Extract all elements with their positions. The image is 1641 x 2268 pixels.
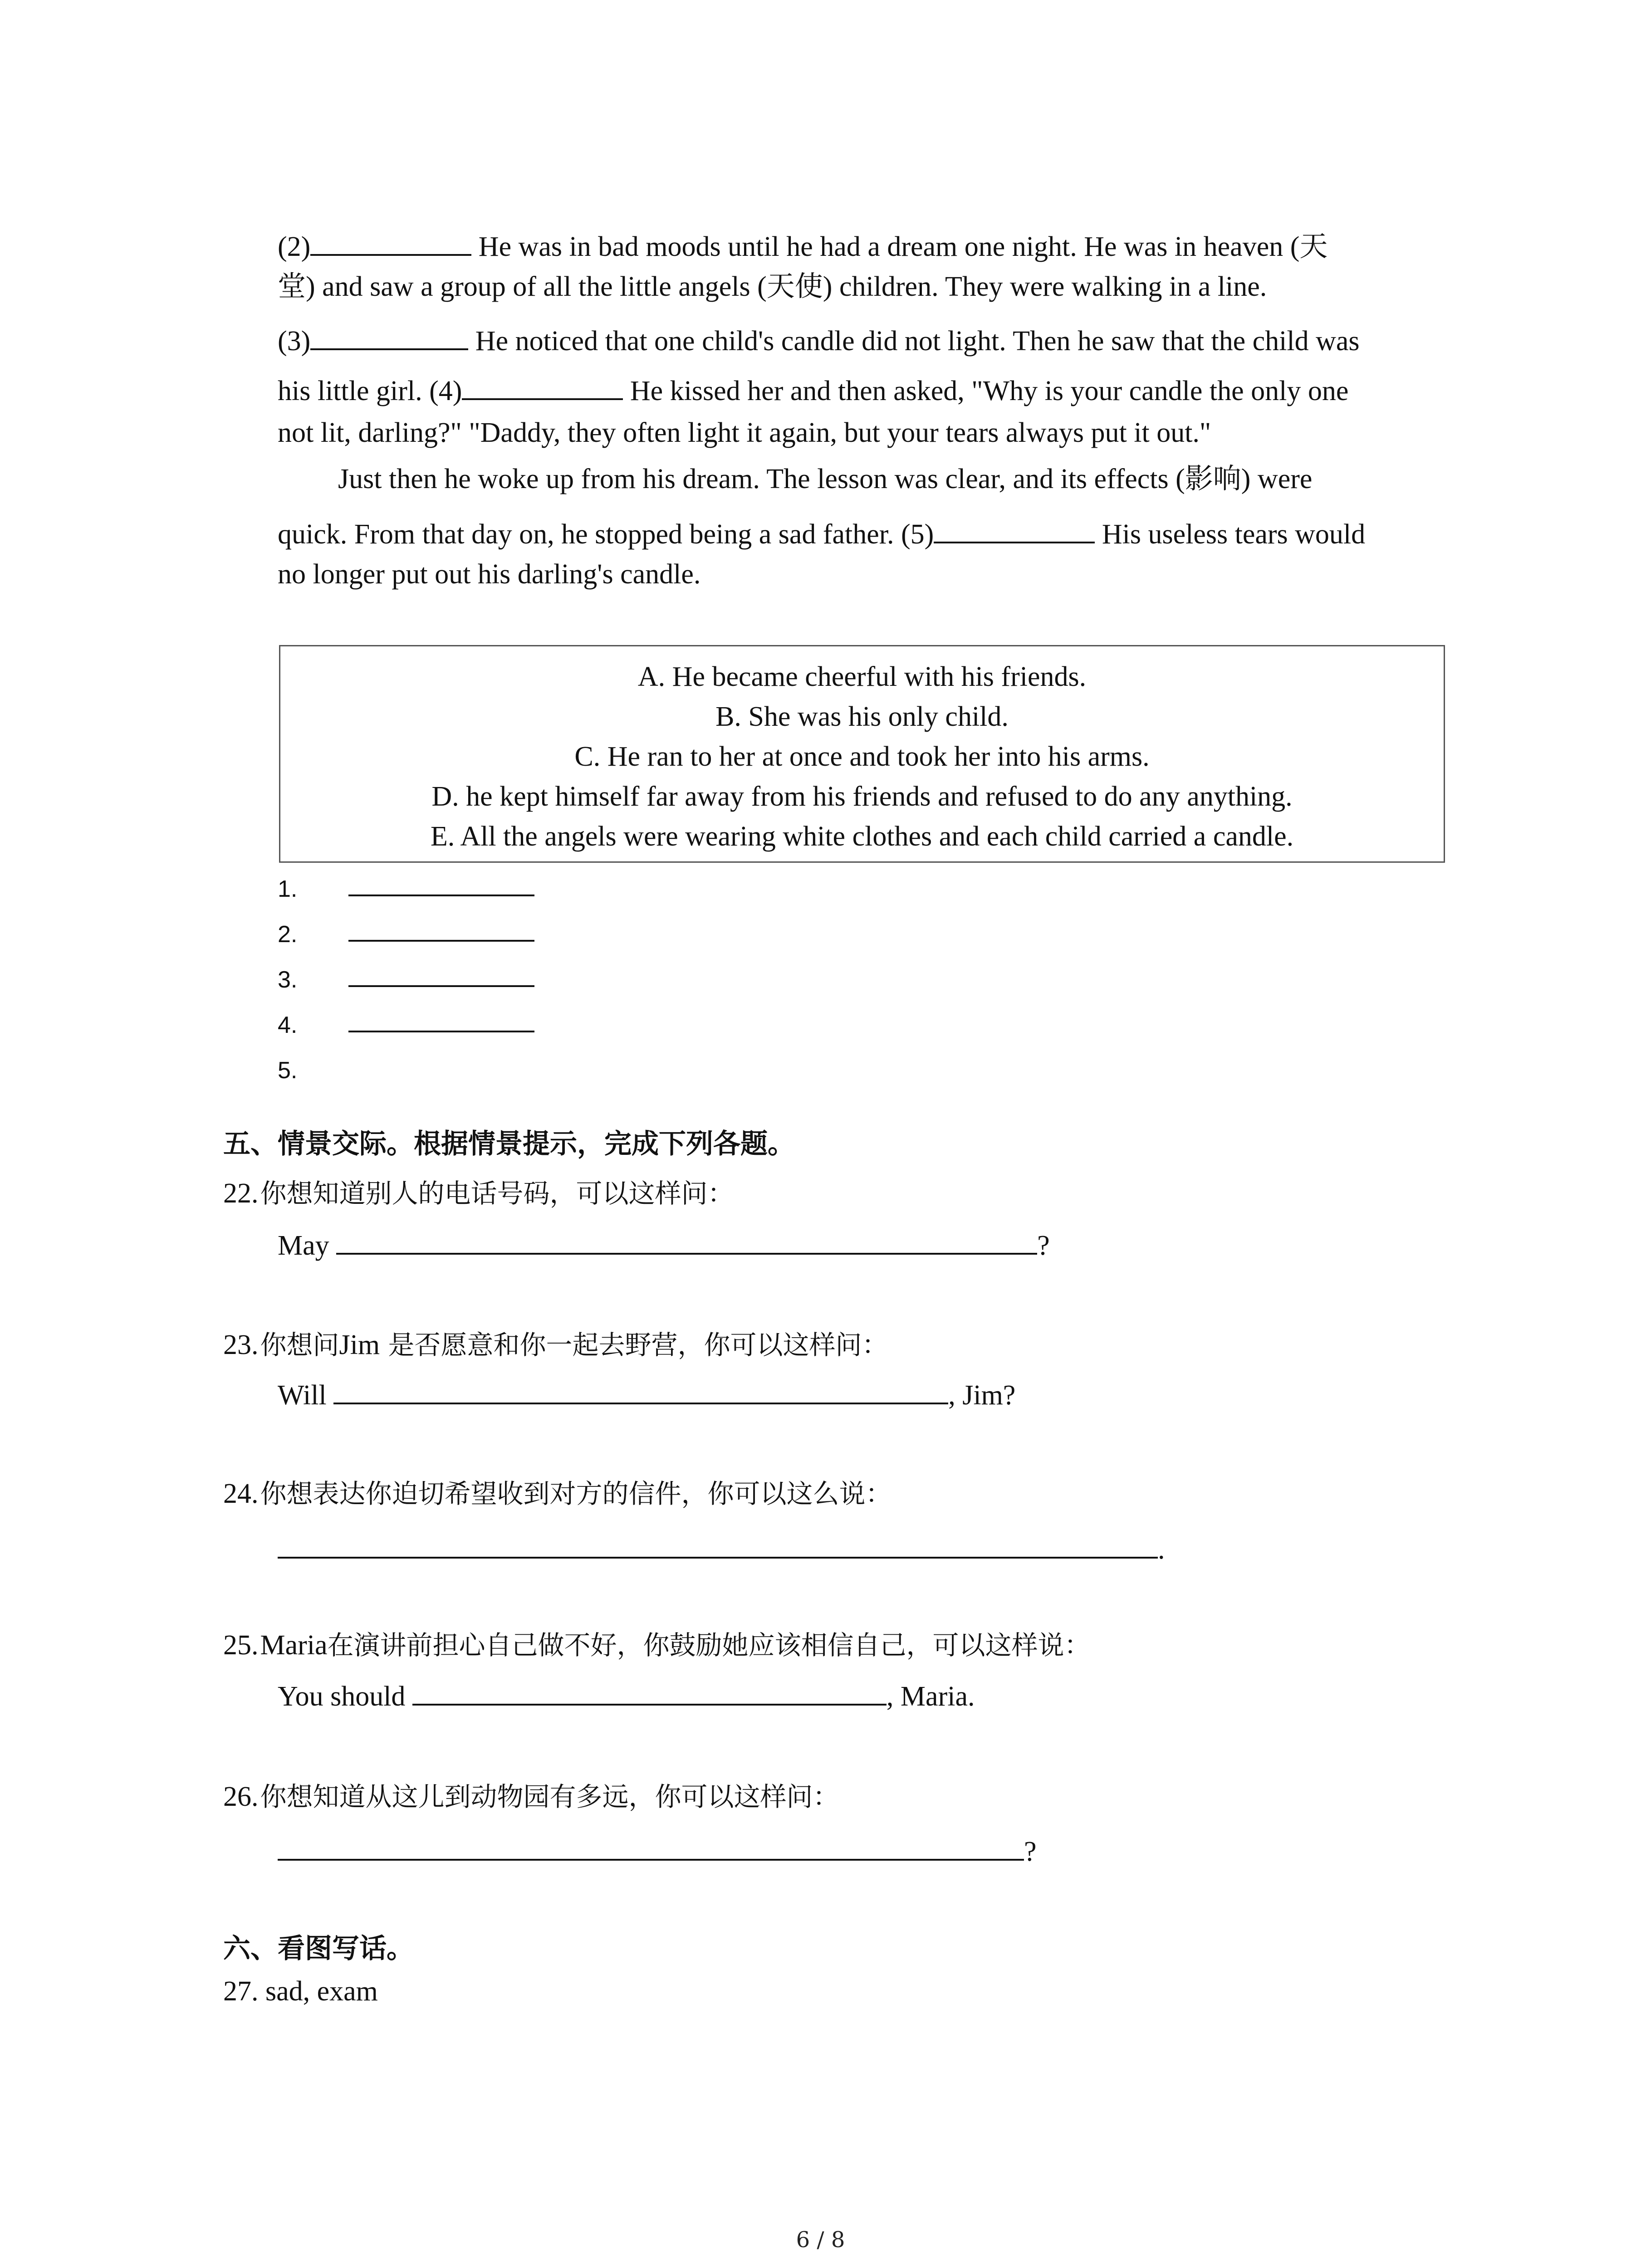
blank-number: (2) [278, 231, 311, 262]
answer-blank[interactable] [336, 1225, 1037, 1255]
question-23-prompt [223, 1324, 888, 1362]
question-prompt: 你想知道别人的电话号码，可以这样问： [260, 1178, 734, 1209]
passage-line [278, 513, 1365, 550]
passage-text: quick. From that day on, he stopped being a sad father. (5) [278, 519, 934, 550]
question-prompt: 你想表达你迫切希望收到对方的信件，你可以这么说： [260, 1478, 892, 1509]
passage-line [278, 370, 1348, 406]
question-26-answer [278, 1831, 1037, 1867]
answer-blank[interactable] [412, 1676, 887, 1706]
passage-text: He kissed her and then asked, "Why is your candle the only one [630, 376, 1349, 406]
answer-line[interactable] [348, 1031, 534, 1032]
option-a: A. He became cheerful with his friends. [637, 661, 1087, 692]
answer-label: 1. [278, 876, 298, 902]
passage-text: Just then he woke up from his dream. The lesson was clear, and its effects (影响) were [338, 464, 1313, 494]
passage-line [278, 320, 1360, 357]
page-number: 6 / 8 [796, 2227, 845, 2253]
blank-line [310, 320, 468, 350]
question-prompt-name: Jim [339, 1330, 380, 1360]
passage-text: not lit, darling?" "Daddy, they often light it again, but your tears always put it out." [278, 417, 1211, 448]
passage-text: 堂) and saw a group of all the little angels (天使) children. They were walking in a line. [278, 271, 1267, 302]
question-22-prompt [223, 1172, 734, 1210]
passage-line [278, 417, 1211, 448]
question-23-answer [278, 1374, 1015, 1411]
passage-text: He noticed that one child's candle did not light. Then he saw that the child was [475, 326, 1360, 357]
option-c: C. He ran to her at once and took her into his arms. [574, 741, 1150, 772]
question-24-prompt [223, 1472, 892, 1510]
question-prompt: 你想知道从这儿到动物园有多远，你可以这样问： [260, 1781, 839, 1812]
question-prompt: 是否愿意和你一起去野营，你可以这样问： [380, 1330, 888, 1360]
question-number: 26. [223, 1781, 259, 1812]
answer-label: 3. [278, 967, 298, 993]
question-number: 27. [223, 1976, 259, 2007]
answer-lead: Will [278, 1380, 327, 1411]
passage-line [278, 271, 1267, 302]
passage-line [278, 559, 700, 590]
question-number: 25. [223, 1630, 259, 1661]
answer-blank[interactable] [333, 1374, 948, 1404]
question-26-prompt [223, 1775, 839, 1813]
question-27 [223, 1976, 378, 2007]
question-number: 22. [223, 1178, 259, 1209]
blank-number: (3) [278, 326, 311, 357]
section-heading: 五、情景交际。根据情景提示，完成下列各题。 [223, 1128, 795, 1160]
passage-text: His useless tears would [1102, 519, 1366, 550]
passage-line [338, 464, 1312, 494]
answer-tail: , Jim? [948, 1380, 1016, 1411]
blank-line [934, 513, 1095, 543]
answer-tail: ? [1024, 1836, 1037, 1867]
answer-label: 2. [278, 921, 298, 948]
question-prompt: sad, exam [265, 1976, 378, 2007]
blank-line [310, 226, 471, 256]
question-prompt: 你想问 [260, 1330, 339, 1360]
question-25-answer [278, 1676, 975, 1712]
option-e: E. All the angels were wearing white clothes and each child carried a candle. [430, 821, 1294, 852]
section-heading: 六、看图写话。 [223, 1933, 414, 1965]
question-prompt: 在演讲前担心自己做不好，你鼓励她应该相信自己，可以这样说： [327, 1630, 1091, 1661]
passage-line [278, 226, 1327, 262]
answer-blank[interactable] [278, 1831, 1024, 1861]
option-b: B. She was his only child. [715, 701, 1009, 732]
answer-blank[interactable] [278, 1529, 1158, 1559]
answer-line[interactable] [348, 985, 534, 987]
answer-label: 4. [278, 1012, 298, 1038]
passage-text: his little girl. (4) [278, 376, 462, 406]
answer-tail: ? [1037, 1230, 1050, 1261]
options-box [279, 645, 1445, 863]
answer-tail: . [1158, 1534, 1165, 1565]
option-d: D. he kept himself far away from his friends and refused to do any anything. [431, 781, 1293, 812]
passage-text: no longer put out his darling's candle. [278, 559, 701, 590]
question-number: 24. [223, 1478, 259, 1509]
question-24-answer [278, 1529, 1165, 1565]
answer-line[interactable] [348, 940, 534, 942]
answer-lead: May [278, 1230, 329, 1261]
question-number: 23. [223, 1330, 259, 1360]
blank-line [462, 370, 623, 400]
question-prompt-name: Maria [260, 1630, 328, 1661]
answer-line[interactable] [348, 894, 534, 896]
answer-label: 5. [278, 1057, 298, 1084]
question-25-prompt [223, 1624, 1091, 1662]
answer-tail: , Maria. [886, 1681, 975, 1712]
answer-lead: You should [278, 1681, 406, 1712]
passage-text: He was in bad moods until he had a dream one night. He was in heaven (天 [478, 231, 1328, 262]
question-22-answer [278, 1225, 1050, 1261]
